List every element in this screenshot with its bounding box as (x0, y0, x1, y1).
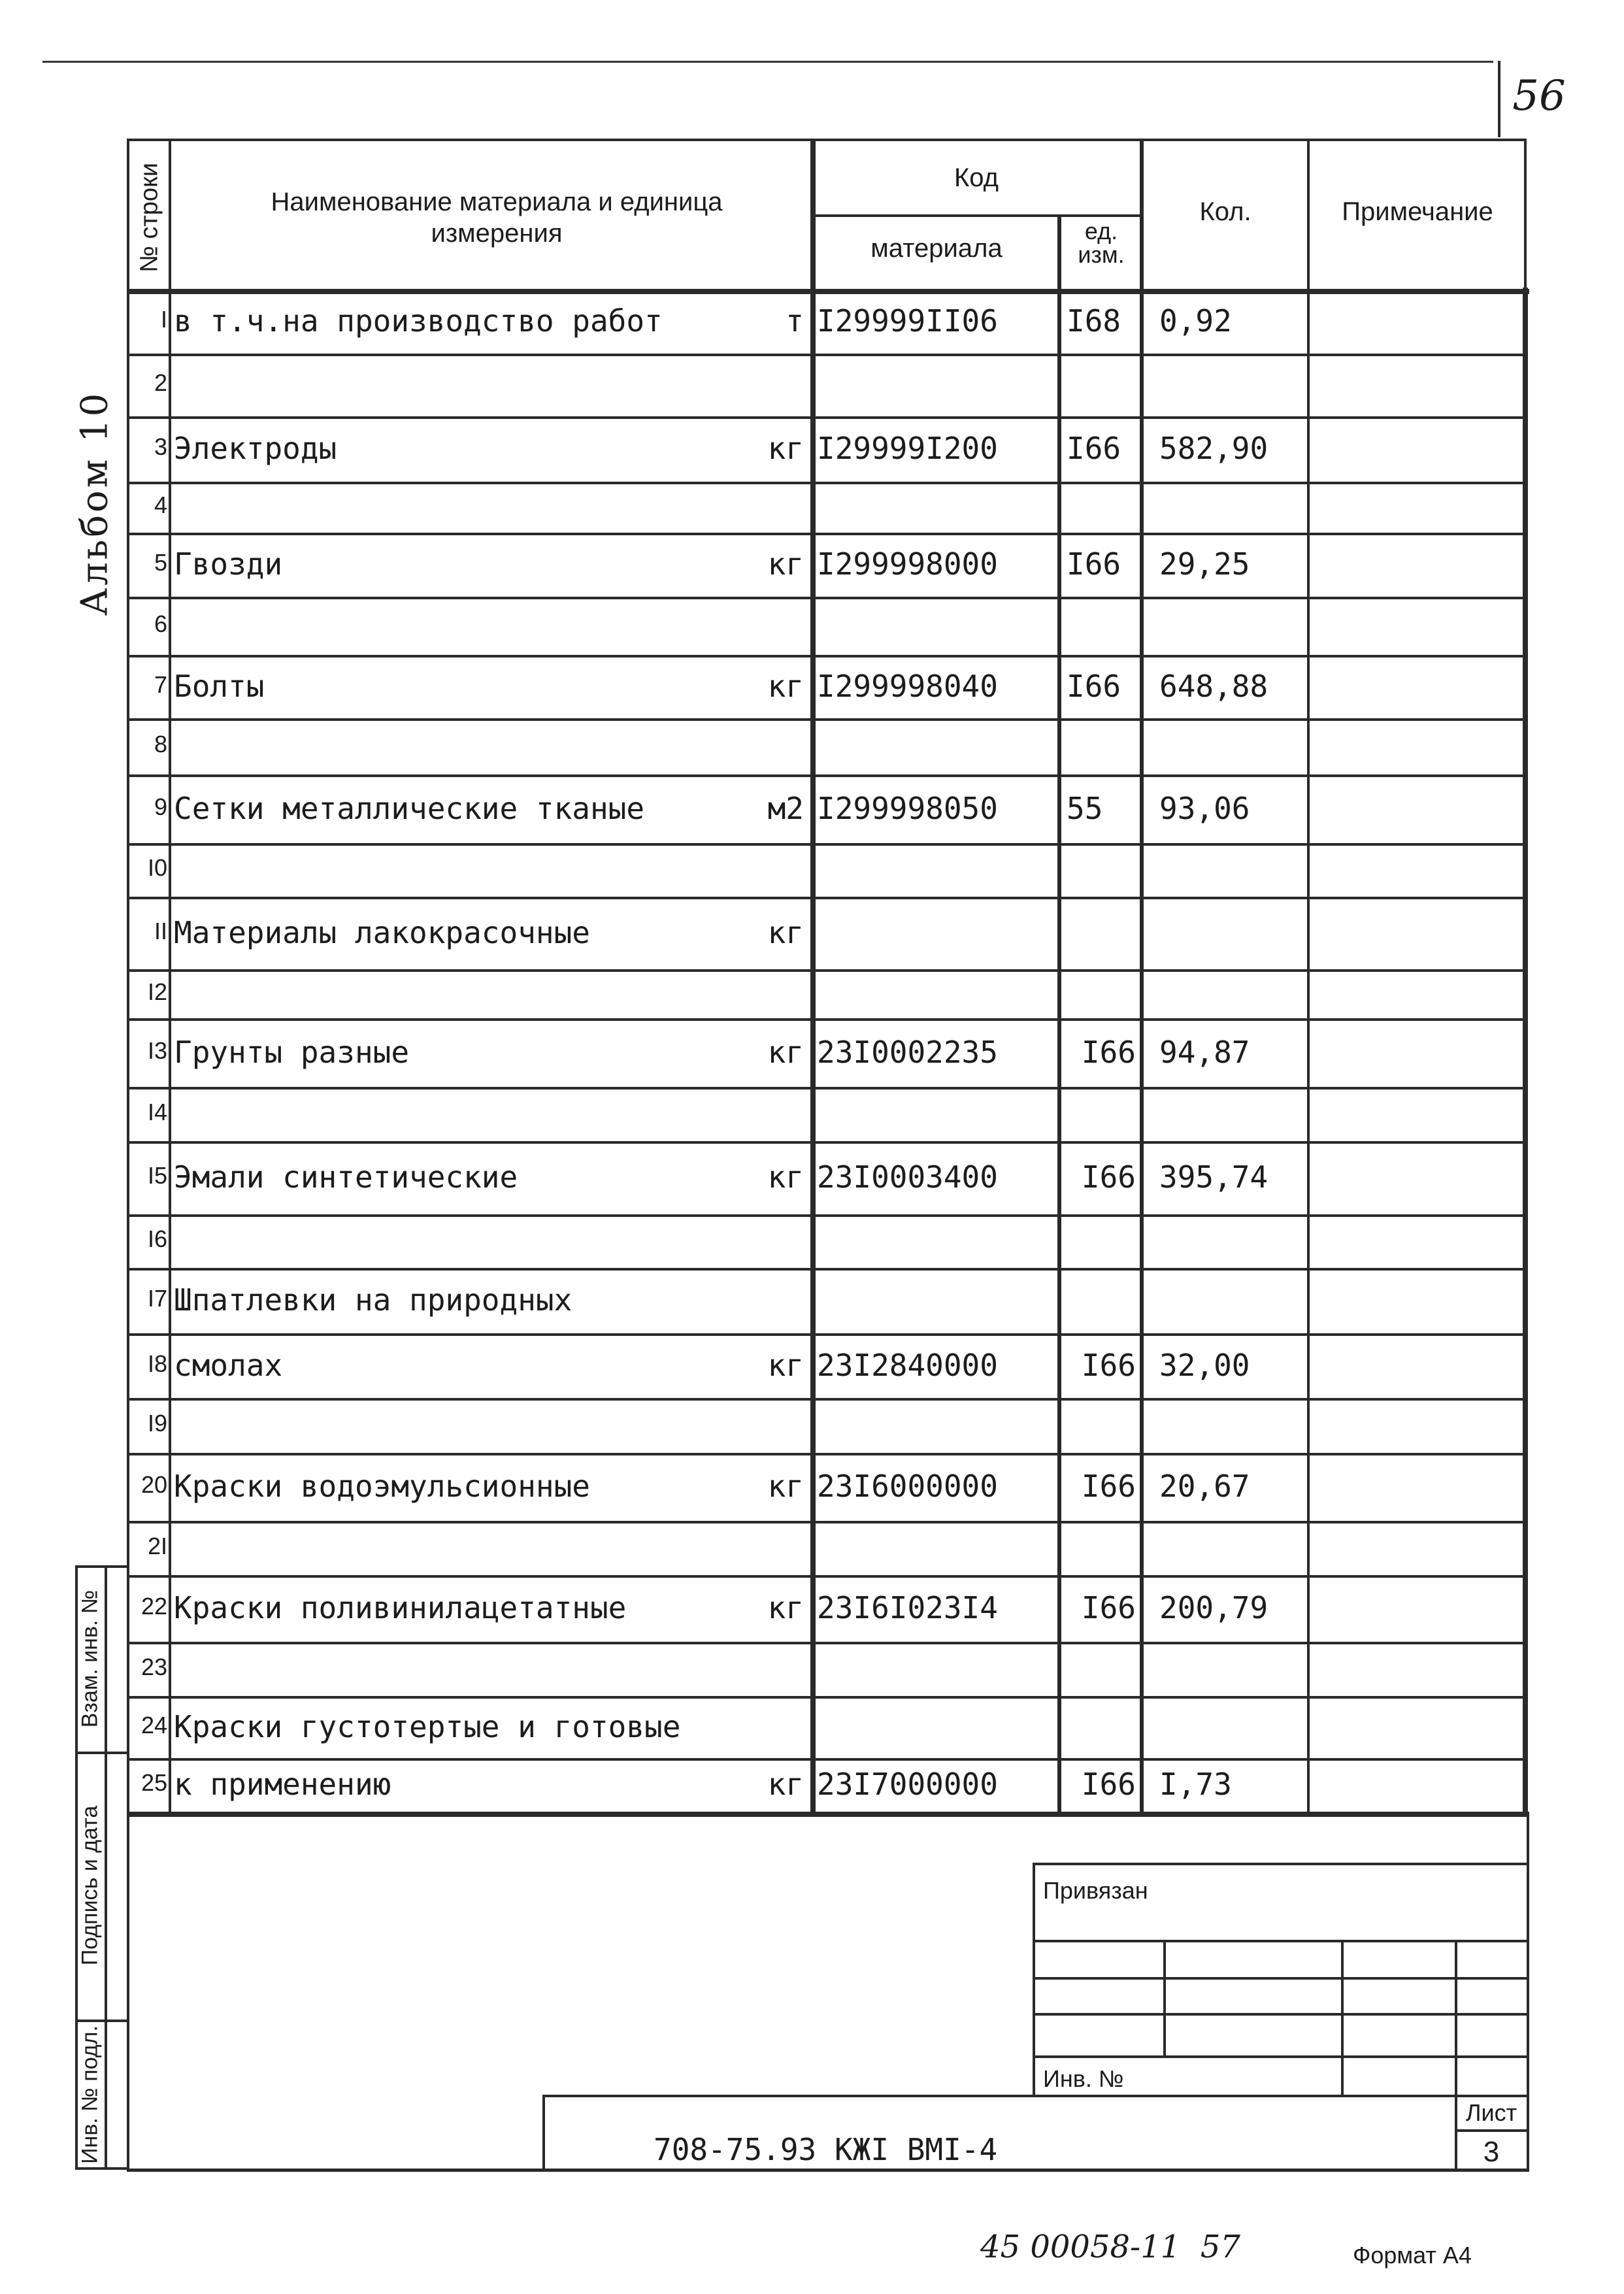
row-unit-code: I66 (1081, 1347, 1136, 1383)
row-quantity: 20,67 (1159, 1469, 1250, 1504)
col-sep-name (810, 139, 816, 1812)
row-quantity: 582,90 (1159, 431, 1268, 466)
row-unit-code: I66 (1081, 1469, 1136, 1504)
row-material-code: 23I6000000 (817, 1469, 998, 1504)
side-replaced-inv: Взам. инв. № (77, 1589, 102, 1727)
row-line (127, 1087, 1527, 1089)
table-frame (127, 139, 1527, 1812)
title-block-left (542, 2095, 545, 2170)
row-unit-code: I66 (1067, 546, 1121, 582)
row-line (127, 533, 1527, 535)
row-quantity: 648,88 (1159, 668, 1268, 704)
row-line (127, 655, 1527, 657)
bound-col-3 (1455, 1940, 1457, 2095)
row-line (127, 969, 1527, 972)
bound-col-2 (1341, 1940, 1344, 2095)
row-unit-code: I66 (1067, 431, 1121, 466)
header-bottom-line (127, 289, 1529, 294)
row-material-code: 23I2840000 (817, 1347, 998, 1383)
row-material-name: Эмали синтетические (174, 1159, 518, 1195)
row-line (127, 774, 1527, 777)
row-number: I4 (147, 1098, 167, 1125)
row-line (127, 482, 1527, 484)
row-material-code: 23I0002235 (817, 1034, 998, 1070)
sheet-number: 3 (1483, 2136, 1500, 2168)
row-number: I0 (147, 854, 167, 881)
frame-bottom (127, 2169, 1529, 2172)
header-name: Наименование материала и единица измерения (271, 188, 723, 248)
row-unit-code: I66 (1067, 668, 1121, 704)
row-material-name: в т.ч.на производство работ (174, 303, 663, 339)
row-number: 20 (141, 1471, 167, 1498)
bound-line-4 (1033, 2055, 1527, 2058)
row-unit-code: I66 (1081, 1767, 1136, 1802)
title-block-top (542, 2095, 1527, 2097)
bound-col-1 (1163, 1940, 1166, 2055)
row-material-code: I29999I200 (817, 431, 998, 466)
row-unit-code: I66 (1081, 1159, 1136, 1195)
row-material-code: I299998000 (817, 546, 998, 582)
row-material-name: Гвозди (174, 546, 283, 582)
row-line (127, 843, 1527, 846)
row-number: 2I (147, 1532, 167, 1559)
row-number: 22 (141, 1593, 167, 1620)
header-note: Примечание (1342, 197, 1493, 226)
row-material-name: Грунты разные (174, 1034, 410, 1070)
row-unit: кг (767, 1159, 804, 1195)
row-quantity: 94,87 (1159, 1034, 1250, 1070)
row-number: I2 (147, 978, 167, 1005)
row-material-name: Электроды (174, 431, 337, 466)
row-unit: кг (767, 914, 804, 950)
row-unit-code: I68 (1067, 303, 1121, 339)
header-quantity: Кол. (1199, 197, 1251, 226)
album-label: Альбом 10 (73, 390, 116, 616)
row-line (127, 1758, 1527, 1761)
row-number: 2 (154, 369, 167, 396)
row-number: 5 (154, 549, 167, 576)
row-number: I7 (147, 1285, 167, 1312)
row-line (127, 354, 1527, 356)
row-unit: кг (767, 1469, 804, 1504)
col-sep-right (1523, 288, 1528, 1812)
row-line (127, 1268, 1527, 1271)
row-number: I8 (147, 1350, 167, 1377)
row-material-code: 23I0003400 (817, 1159, 998, 1195)
row-quantity: I,73 (1159, 1767, 1232, 1802)
row-material-name: к применению (174, 1767, 391, 1802)
row-unit: кг (767, 1590, 804, 1625)
row-line (127, 1141, 1527, 1144)
row-material-name: Краски поливинилацетатные (174, 1590, 627, 1625)
row-line (127, 1018, 1527, 1021)
row-number: I6 (147, 1225, 167, 1252)
row-unit: кг (767, 668, 804, 704)
row-number: 23 (141, 1653, 167, 1680)
row-quantity: 32,00 (1159, 1347, 1250, 1383)
row-number: 7 (154, 671, 167, 698)
row-line (127, 718, 1527, 721)
document-code: 708-75.93 КЖI ВМI-4 (654, 2132, 998, 2167)
row-unit-code: 55 (1067, 790, 1103, 826)
row-line (127, 1398, 1527, 1401)
row-material-name: смолах (174, 1347, 283, 1383)
row-line (127, 1521, 1527, 1523)
sheet-label-line (1455, 2129, 1527, 2132)
col-sep-qty (1307, 139, 1310, 1812)
row-material-name: Краски водоэмульсионные (174, 1469, 590, 1504)
col-sep-number (169, 139, 171, 1812)
header-code-unit: ед. изм. (1078, 218, 1125, 268)
side-signature-date: Подпись и дата (77, 1805, 102, 1966)
row-quantity: 200,79 (1159, 1590, 1268, 1625)
row-unit: кг (767, 431, 804, 466)
row-unit: кг (767, 1347, 804, 1383)
row-line (127, 1696, 1527, 1699)
bound-label: Привязан (1043, 1877, 1148, 1904)
row-unit-code: I66 (1081, 1034, 1136, 1070)
row-unit: м2 (767, 790, 804, 826)
row-number: 8 (154, 731, 167, 757)
row-unit-code: I66 (1081, 1590, 1136, 1625)
row-number: I5 (147, 1162, 167, 1189)
row-material-name: Шпатлевки на природных (174, 1282, 572, 1318)
header-code-material: материала (870, 234, 1003, 263)
col-sep-unit (1140, 139, 1144, 1812)
side-stamp-divider (105, 1565, 107, 2170)
row-material-name: Краски густотертые и готовые (174, 1708, 681, 1744)
row-line (127, 897, 1527, 899)
row-number: I (160, 305, 167, 333)
row-material-name: Сетки металлические тканые (174, 790, 645, 826)
inv-label: Инв. № (1043, 2065, 1124, 2092)
col-sep-code (1057, 216, 1061, 1812)
row-number: 4 (154, 491, 167, 518)
header-row-number: № строки (135, 162, 163, 273)
row-number: I9 (147, 1410, 167, 1437)
row-number: 25 (141, 1769, 167, 1796)
top-rule (42, 61, 1493, 63)
row-line (127, 1333, 1527, 1336)
row-number: II (154, 917, 167, 944)
row-line (127, 416, 1527, 419)
bound-line-2 (1033, 1977, 1527, 1980)
row-unit: т (786, 303, 804, 339)
row-line (127, 1453, 1527, 1455)
row-unit: кг (767, 1767, 804, 1802)
row-material-code: I29999II06 (817, 303, 998, 339)
row-line (127, 1642, 1527, 1644)
frame-right (1527, 1812, 1529, 2170)
row-line (127, 597, 1527, 599)
row-number: 24 (141, 1711, 167, 1738)
row-quantity: 395,74 (1159, 1159, 1268, 1195)
row-unit: кг (767, 1034, 804, 1070)
row-material-code: 23I7000000 (817, 1767, 998, 1802)
bound-line-1 (1033, 1940, 1527, 1942)
header-split-line (813, 214, 1140, 217)
row-material-code: 23I6I023I4 (817, 1590, 998, 1625)
row-line (127, 1214, 1527, 1217)
table-bottom-line (127, 1812, 1529, 1817)
row-quantity: 29,25 (1159, 546, 1250, 582)
row-quantity: 93,06 (1159, 790, 1250, 826)
frame-left (127, 1812, 129, 2170)
row-material-name: Материалы лакокрасочные (174, 914, 590, 950)
sheet-label: Лист (1465, 2099, 1517, 2126)
page-number: 56 (1512, 72, 1566, 120)
row-number: 9 (154, 793, 167, 820)
header-code-group: Код (953, 163, 999, 192)
row-material-code: I299998040 (817, 668, 998, 704)
side-original-inv: Инв. № подл. (77, 2025, 102, 2164)
row-material-code: I299998050 (817, 790, 998, 826)
row-number: 6 (154, 610, 167, 637)
row-number: 3 (154, 433, 167, 460)
row-line (127, 1575, 1527, 1578)
bound-line-3 (1033, 2013, 1527, 2016)
format-label: Формат А4 (1353, 2242, 1472, 2269)
row-material-name: Болты (174, 668, 265, 704)
row-number: I3 (147, 1037, 167, 1064)
handwritten-code: 45 00058-11 57 (980, 2229, 1240, 2265)
row-unit: кг (767, 546, 804, 582)
row-quantity: 0,92 (1159, 303, 1232, 339)
